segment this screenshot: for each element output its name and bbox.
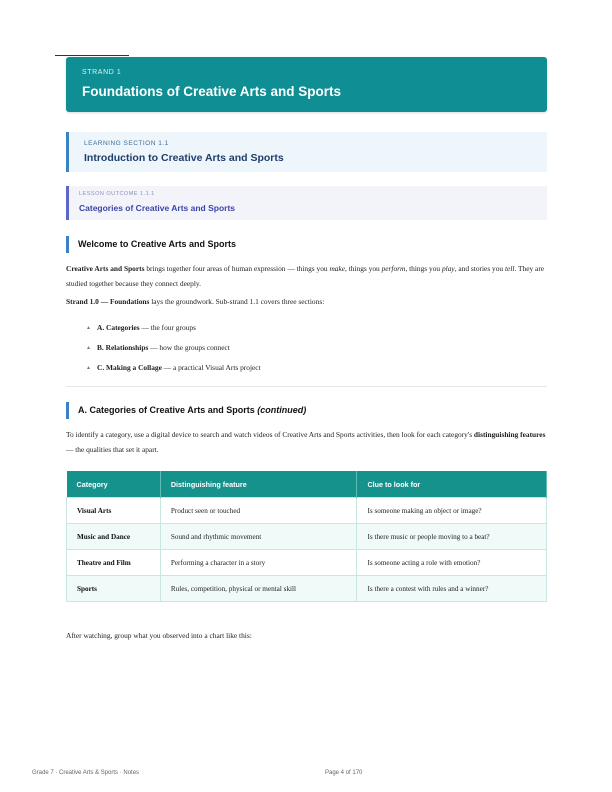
section-a-bold: distinguishing features: [473, 430, 546, 439]
table-cell-feature: Performing a character in a story: [160, 550, 357, 576]
table-row: [67, 524, 547, 550]
section-a-text-1: To identify a category, use a digital device to search and watch videos of Creative Arts and Sports activities, then look for each category's: [66, 430, 474, 439]
column-header-category: Category: [67, 471, 161, 498]
triangle-bullet-icon: ▲: [86, 366, 91, 371]
table-cell-clue: Is someone making an object or image?: [357, 498, 547, 524]
strand-kicker: STRAND 1: [82, 69, 122, 76]
list-item-text: — a practical Visual Arts project: [161, 363, 261, 372]
learning-section-title: Introduction to Creative Arts and Sports: [84, 152, 284, 164]
list-item: [86, 341, 261, 361]
list-item-title: B. Relationships: [97, 343, 149, 352]
welcome-italic-tell: tell: [504, 264, 515, 273]
triangle-bullet-icon: ▲: [86, 346, 91, 351]
section-divider: [66, 386, 547, 387]
lesson-outcome-box: [66, 186, 547, 220]
table-cell-category: Theatre and Film: [67, 550, 161, 576]
list-item-title: C. Making a Collage: [97, 363, 162, 372]
list-item: [86, 321, 261, 341]
section-a-heading: [66, 402, 306, 419]
table-cell-clue: Is someone acting a role with emotion?: [357, 550, 547, 576]
section-a-paragraph: [66, 428, 547, 457]
welcome-text-5: . They are studied together because they connect deeply.: [66, 264, 545, 288]
lesson-outcome-kicker: LESSON OUTCOME 1.1.1: [79, 191, 155, 197]
list-item-title: A. Categories: [97, 323, 140, 332]
learning-section-box: [66, 132, 547, 172]
welcome-text-3: , things you: [405, 264, 442, 273]
table-cell-feature: Rules, competition, physical or mental skill: [160, 576, 357, 602]
table-header-row: [67, 471, 547, 498]
list-item-text: — the four groups: [139, 323, 196, 332]
table-row: [67, 550, 547, 576]
table-cell-feature: Sound and rhythmic movement: [160, 524, 357, 550]
categories-table: [66, 471, 547, 602]
welcome-italic-perform: perform: [381, 264, 406, 273]
strand-banner: [66, 57, 547, 112]
strand-intro-bold: Strand 1.0 — Foundations: [66, 297, 150, 306]
top-rule: [55, 55, 129, 56]
welcome-italic-make: make: [329, 264, 346, 273]
table-row: [67, 498, 547, 524]
table-cell-clue: Is there a contest with rules and a winner?: [357, 576, 547, 602]
welcome-italic-play: play: [441, 264, 455, 273]
table-cell-category: Visual Arts: [67, 498, 161, 524]
section-a-text-2: — the qualities that set it apart.: [66, 444, 159, 454]
learning-section-kicker: LEARNING SECTION 1.1: [84, 140, 169, 147]
section-a-heading-text: A. Categories of Creative Arts and Sports: [78, 405, 255, 415]
strand-intro-paragraph: [66, 295, 547, 310]
column-header-clue: Clue to look for: [357, 471, 547, 498]
welcome-text-2: , things you: [345, 264, 382, 273]
section-list: [86, 321, 261, 381]
welcome-text-1: brings together four areas of human expression — things you: [144, 264, 330, 273]
lesson-outcome-title: Categories of Creative Arts and Sports: [79, 203, 236, 213]
column-header-feature: Distinguishing feature: [160, 471, 357, 498]
section-a-heading-suffix: (continued): [257, 405, 307, 415]
welcome-paragraph: [66, 262, 547, 291]
welcome-heading: Welcome to Creative Arts and Sports: [66, 236, 236, 253]
table-cell-category: Sports: [67, 576, 161, 602]
after-watching-text: After watching, group what you observed into a chart like this:: [66, 631, 252, 640]
strand-title: Foundations of Creative Arts and Sports: [82, 84, 342, 99]
list-item-text: — how the groups connect: [148, 343, 230, 352]
table-cell-feature: Product seen or touched: [160, 498, 357, 524]
welcome-text-4: , and stories you: [454, 264, 505, 273]
table-cell-clue: Is there music or people moving to a beat?: [357, 524, 547, 550]
footer-document-title: Grade 7 · Creative Arts & Sports · Notes: [32, 770, 140, 776]
table-row: [67, 576, 547, 602]
strand-intro-text: lays the groundwork. Sub-strand 1.1 covers three sections:: [149, 297, 325, 306]
footer-page-number: Page 4 of 170: [325, 770, 363, 776]
table-cell-category: Music and Dance: [67, 524, 161, 550]
list-item: [86, 361, 261, 381]
welcome-bold: Creative Arts and Sports: [66, 264, 145, 273]
triangle-bullet-icon: ▲: [86, 326, 91, 331]
